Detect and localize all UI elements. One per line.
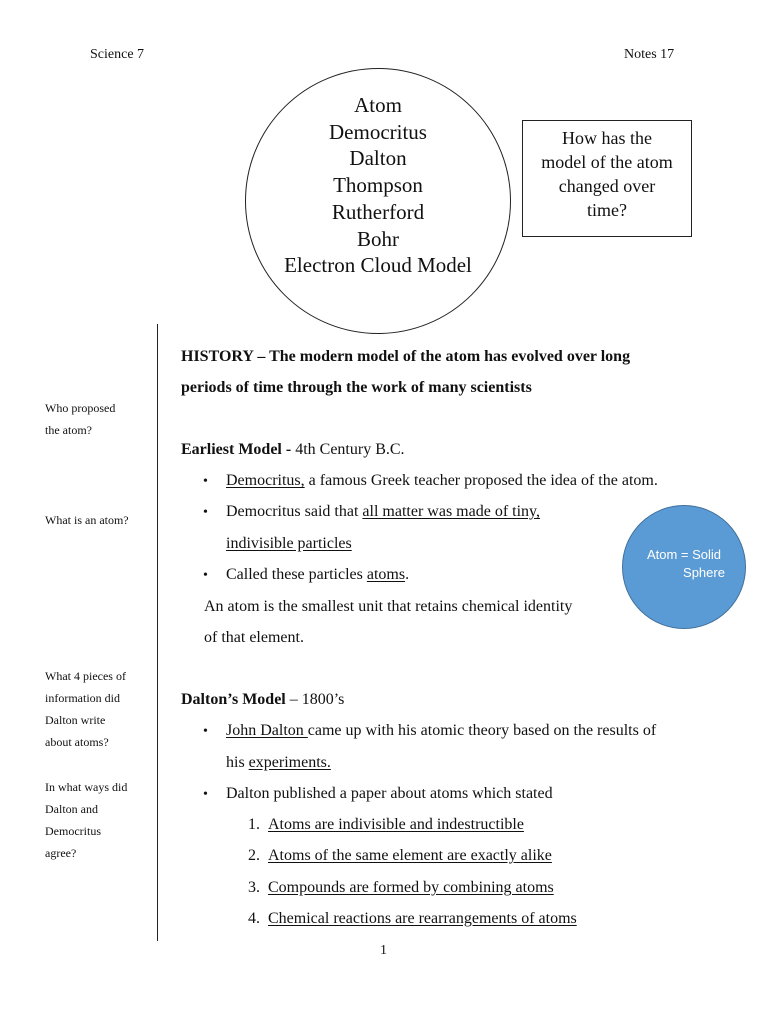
- dalton-point-1: [248, 816, 524, 834]
- term-dalton: Dalton: [349, 146, 407, 171]
- bullet-text: .: [405, 566, 410, 583]
- question-line: time?: [587, 200, 627, 220]
- dalton-model-heading: [181, 691, 344, 709]
- earliest-model-date: 4th Century B.C.: [291, 441, 405, 458]
- earliest-model-heading: [181, 441, 405, 459]
- earliest-bullet-2-cont: [226, 535, 352, 553]
- question-line: model of the atom: [541, 152, 673, 172]
- blank-answer: Democritus,: [226, 472, 305, 489]
- term-atom: Atom: [354, 93, 402, 117]
- list-number: 4.: [248, 910, 260, 927]
- blank-answer: Compounds are formed by combining atoms: [268, 879, 554, 896]
- terms-list: [245, 92, 511, 279]
- blank-answer: experiments.: [248, 754, 331, 771]
- blank-answer: Chemical reactions are rearrangements of atoms: [268, 910, 577, 927]
- list-number: 2.: [248, 847, 260, 864]
- list-number: 1.: [248, 816, 260, 833]
- bullet-icon: •: [203, 505, 208, 520]
- term-bohr: Bohr: [357, 226, 399, 251]
- bullet-icon: •: [203, 474, 208, 489]
- term-thompson: Thompson: [333, 173, 423, 198]
- earliest-model-title: Earliest Model -: [181, 441, 292, 458]
- dalton-model-title: Dalton’s Model: [181, 691, 286, 708]
- term-electron-cloud: Electron Cloud Model: [284, 253, 472, 278]
- cue-agree: [45, 776, 127, 864]
- dalton-bullet-1-cont: [226, 754, 331, 772]
- bullet-text: Called these particles: [226, 566, 367, 583]
- bullet-text: a famous Greek teacher proposed the idea of the atom.: [304, 472, 658, 489]
- course-label: Science 7: [90, 47, 145, 62]
- bullet-text: his: [226, 754, 249, 771]
- cue-who-proposed: [45, 397, 115, 441]
- dalton-point-3: [248, 879, 554, 897]
- term-democritus: Democritus: [329, 119, 427, 144]
- bullet-icon: •: [203, 568, 208, 583]
- dalton-bullet-2: Dalton published a paper about atoms which stated: [226, 785, 553, 802]
- history-heading: HISTORY – The modern model of the atom has evolved over long: [181, 348, 631, 365]
- cue-dalton-four: [45, 665, 126, 753]
- cue-line: In what ways did: [45, 780, 128, 794]
- cue-line: information did: [45, 691, 120, 705]
- cue-line: about atoms?: [45, 735, 109, 749]
- question-line: How has the: [562, 128, 652, 148]
- bullet-icon: •: [203, 787, 208, 802]
- notes-divider: [157, 324, 158, 941]
- cue-line: Dalton and: [45, 802, 98, 816]
- solid-sphere-label: Sphere: [683, 565, 725, 580]
- cue-line: Who proposed: [45, 401, 116, 415]
- blank-answer: all matter was made of tiny,: [362, 503, 540, 520]
- term-rutherford: Rutherford: [331, 199, 425, 224]
- cue-line: Dalton write: [45, 713, 106, 727]
- atom-definition: An atom is the smallest unit that retains chemical identity: [204, 598, 573, 615]
- bullet-text: Democritus said that: [226, 503, 363, 520]
- earliest-bullet-2: [226, 503, 540, 521]
- essential-question-box: [522, 120, 692, 237]
- blank-answer: atoms: [366, 566, 406, 583]
- cue-line: agree?: [45, 846, 77, 860]
- notes-number: Notes 17: [624, 47, 675, 62]
- cue-line: What 4 pieces of: [45, 669, 126, 683]
- blank-answer: John Dalton: [226, 722, 308, 739]
- page-number: 1: [380, 943, 387, 958]
- dalton-model-date: – 1800’s: [285, 691, 345, 708]
- earliest-bullet-1: [226, 472, 658, 490]
- dalton-point-4: [248, 910, 577, 928]
- blank-answer: indivisible particles: [226, 535, 352, 552]
- question-line: changed over: [558, 176, 656, 196]
- solid-sphere-diagram: [622, 505, 746, 629]
- cue-line: What is an atom?: [45, 513, 129, 527]
- solid-sphere-label: Atom = Solid: [646, 547, 722, 562]
- dalton-point-2: [248, 847, 552, 865]
- blank-answer: Atoms of the same element are exactly alike: [268, 847, 552, 864]
- earliest-bullet-3: [226, 566, 409, 584]
- list-number: 3.: [248, 879, 260, 896]
- history-heading-cont: periods of time through the work of many scientists: [181, 379, 532, 396]
- cue-line: the atom?: [45, 423, 92, 437]
- dalton-bullet-1: [226, 722, 656, 740]
- blank-answer: Atoms are indivisible and indestructible: [268, 816, 524, 833]
- bullet-text: came up with his atomic theory based on the results of: [307, 722, 657, 739]
- bullet-icon: •: [203, 724, 208, 739]
- cue-line: Democritus: [45, 824, 101, 838]
- atom-definition-cont: of that element.: [204, 629, 304, 646]
- cue-what-is-atom: [45, 509, 129, 531]
